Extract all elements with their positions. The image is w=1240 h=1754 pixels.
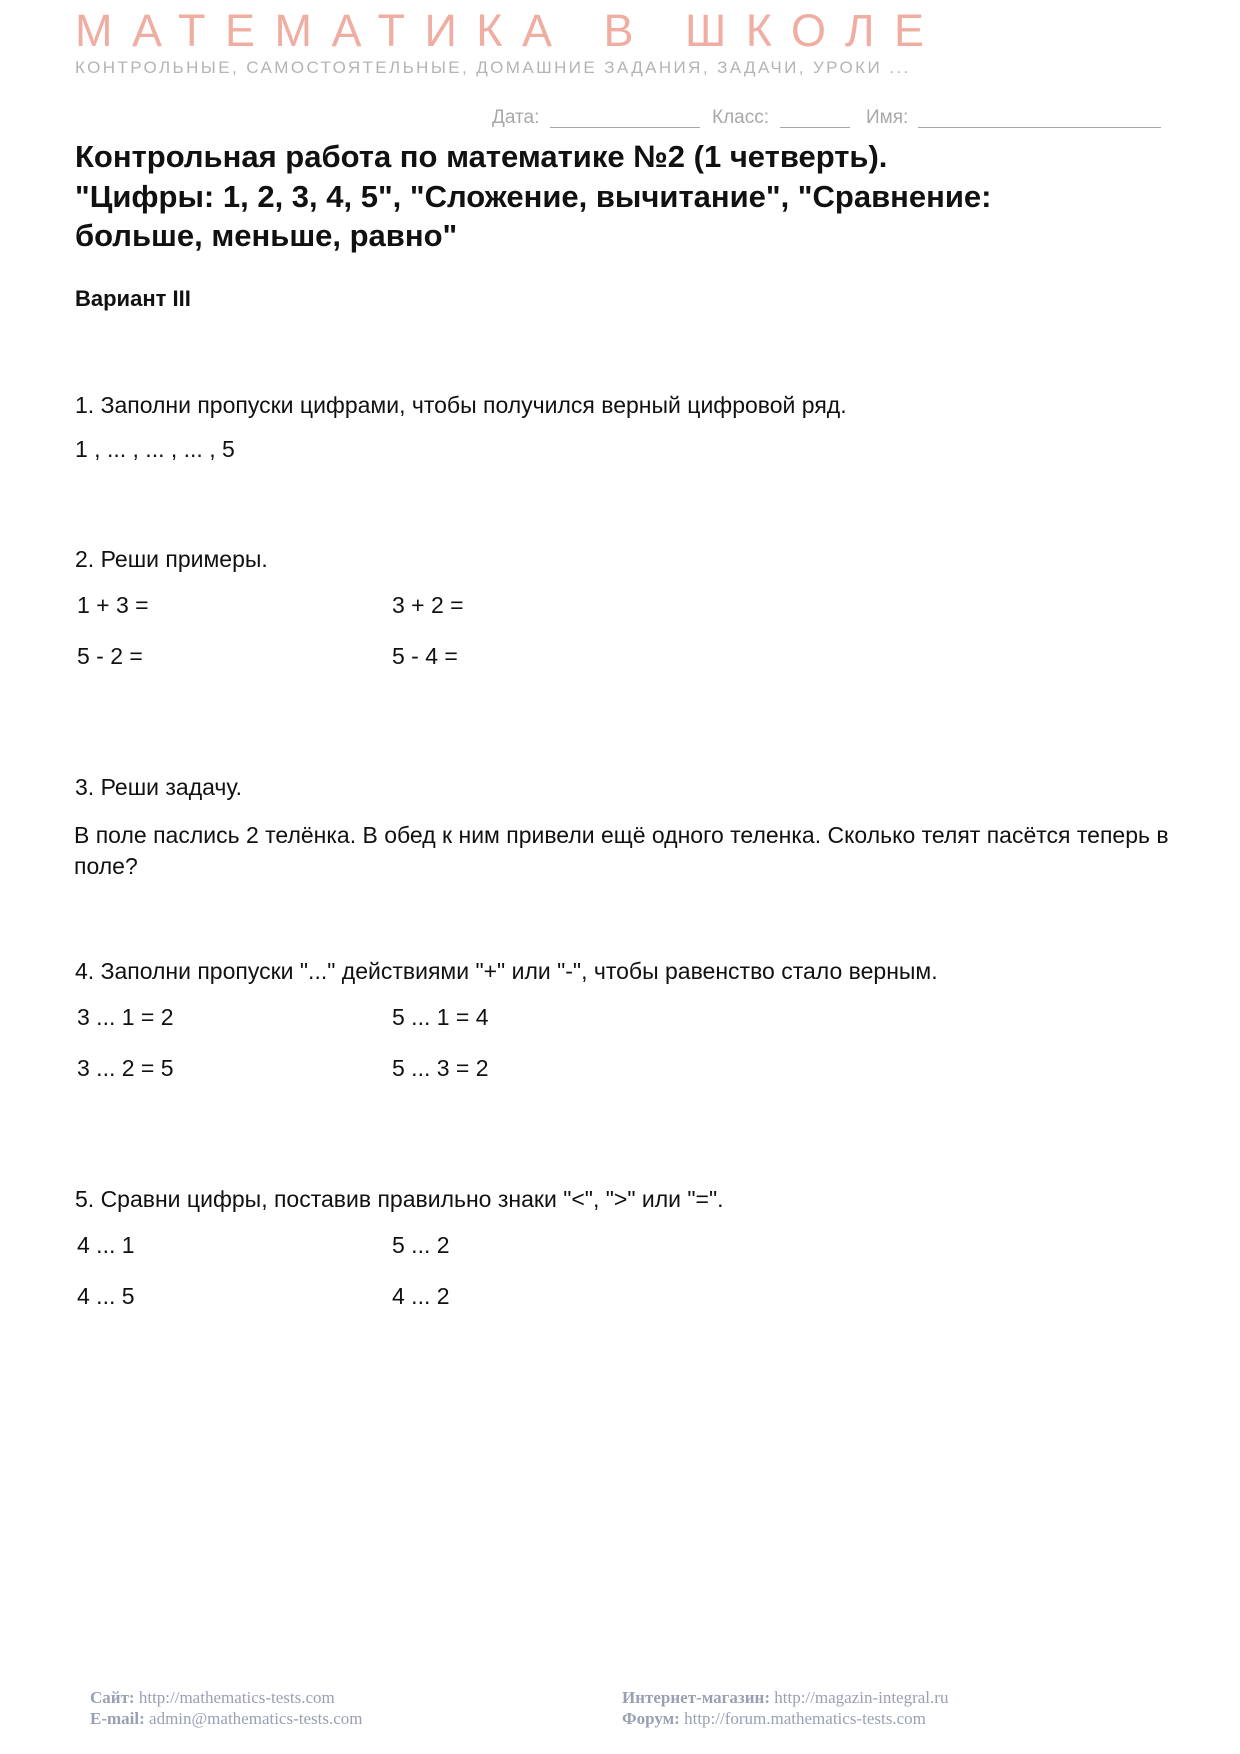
task-5-comparison: 5 ... 2	[392, 1232, 450, 1258]
task-4-equation: 5 ... 1 = 4	[392, 1004, 489, 1030]
brand-subtitle: КОНТРОЛЬНЫЕ, САМОСТОЯТЕЛЬНЫЕ, ДОМАШНИЕ ЗАДАНИЯ, ЗАДАЧИ, УРОКИ ...	[75, 58, 911, 77]
task-5-comparison: 4 ... 5	[77, 1283, 135, 1309]
footer-forum-label: Форум:	[622, 1709, 680, 1728]
task-3-problem-text: В поле паслись 2 телёнка. В обед к ним привели ещё одного теленка. Сколько телят пасётся теперь в поле?	[74, 822, 1169, 879]
title-line: больше, меньше, равно"	[75, 218, 458, 253]
name-label: Имя:	[866, 107, 909, 128]
document-title	[75, 137, 1185, 256]
task-2-example: 1 + 3 =	[77, 592, 149, 618]
footer-forum-link[interactable]: http://forum.mathematics-tests.com	[684, 1709, 926, 1728]
footer-email-label: E-mail:	[90, 1709, 145, 1728]
task-2-prompt: 2. Реши примеры.	[75, 546, 268, 572]
date-field[interactable]	[550, 127, 700, 128]
task-1-sequence: 1 , ... , ... , ... , 5	[75, 436, 235, 462]
task-4-prompt: 4. Заполни пропуски "..." действиями "+" или "-", чтобы равенство стало верным.	[75, 958, 938, 984]
task-2-example: 5 - 4 =	[392, 643, 458, 669]
footer-shop	[622, 1688, 948, 1708]
task-5-comparison: 4 ... 1	[77, 1232, 135, 1258]
task-5-prompt: 5. Сравни цифры, поставив правильно знаки "<", ">" или "=".	[75, 1186, 724, 1212]
task-4-equation: 5 ... 3 = 2	[392, 1055, 489, 1081]
footer-email-link[interactable]: admin@mathematics-tests.com	[149, 1709, 363, 1728]
brand-title: МАТЕМАТИКА В ШКОЛЕ	[75, 5, 944, 56]
class-field[interactable]	[780, 127, 850, 128]
date-label: Дата:	[492, 107, 540, 128]
title-line: "Цифры: 1, 2, 3, 4, 5", "Сложение, вычитание", "Сравнение:	[75, 178, 992, 214]
name-field[interactable]	[918, 127, 1161, 128]
task-4-equation: 3 ... 2 = 5	[77, 1055, 174, 1081]
class-label: Класс:	[712, 107, 769, 128]
footer-email	[90, 1709, 363, 1729]
variant-label: Вариант III	[75, 286, 191, 311]
task-4-equation: 3 ... 1 = 2	[77, 1004, 174, 1030]
task-2-example: 5 - 2 =	[77, 643, 143, 669]
task-2-example: 3 + 2 =	[392, 592, 464, 618]
footer-forum	[622, 1709, 926, 1729]
task-1-prompt: 1. Заполни пропуски цифрами, чтобы получился верный цифровой ряд.	[75, 392, 847, 418]
footer-shop-label: Интернет-магазин:	[622, 1688, 770, 1707]
footer-site-link[interactable]: http://mathematics-tests.com	[138, 1688, 335, 1707]
task-5-comparison: 4 ... 2	[392, 1283, 450, 1309]
footer-site-label: Сайт:	[90, 1688, 135, 1707]
task-3-prompt: 3. Реши задачу.	[75, 774, 242, 800]
footer-shop-link[interactable]: http://magazin-integral.ru	[774, 1688, 949, 1707]
footer-site	[90, 1688, 335, 1708]
title-line: Контрольная работа по математике №2 (1 четверть).	[75, 139, 888, 174]
